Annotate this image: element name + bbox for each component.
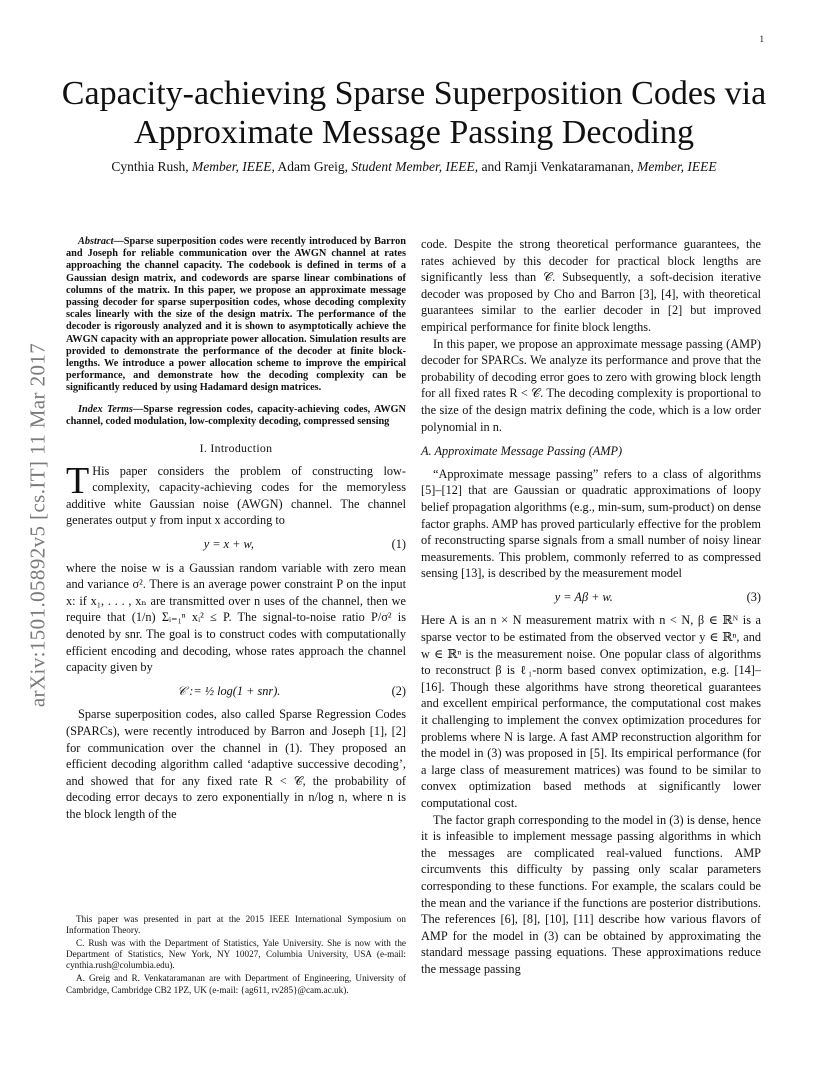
- intro-p1-text: His paper considers the problem of constructing low-complexity, capacity-achieving codes for the memoryless additive white Gaussian noise (AWGN) channel. The channel generates output y from input x according to: [66, 463, 406, 528]
- author-3-role: Member, IEEE: [637, 159, 717, 174]
- arxiv-id: arXiv:1501.05892v5 [cs.IT] 11 Mar 2017: [25, 342, 50, 708]
- equation-2-expr: 𝒞 := ½ log(1 + snr).: [177, 683, 281, 698]
- section-heading-introduction: I. Introduction: [199, 441, 273, 456]
- author-1: Cynthia Rush,: [111, 159, 189, 174]
- left-column: [66, 236, 406, 823]
- index-terms-text: —Sparse regression codes, capacity-achieving codes, AWGN channel, coded modulation, low-complexity decoding, compressed sensing: [66, 403, 406, 427]
- abstract: [66, 236, 406, 395]
- author-3: and Ramji Venkataramanan,: [481, 159, 634, 174]
- equation-1-expr: y = x + w,: [203, 537, 254, 552]
- right-paragraph-5: The factor graph corresponding to the model in (3) is dense, hence it is infeasible to implement message passing algorithms in which the messages are complicated real-valued functions. AMP circumvents this difficulty by passing only scalar parameters corresponding to these functions. For example, the scalars could be the mean and the variance if the functions are posterior distributions. The references [6], [8], [10], [11] describe how various flavors of AMP for the model in (3) can be obtained by approximating the standard message passing equations. These approximations reduce the message passing: [421, 812, 761, 976]
- equation-3-number: (3): [746, 589, 761, 604]
- footnote-2: C. Rush was with the Department of Statistics, Yale University. She is now with the Department of Statistics, New York, NY 10027, Columbia University, USA (e-mail: cynthia.rush@columbia.edu).: [66, 938, 406, 971]
- intro-paragraph-2: where the noise w is a Gaussian random variable with zero mean and variance σ². There is an average power constraint P on the input x: if x₁, . . . , xₙ are transmitted over n uses of the channel, then we require that (1/n) Σᵢ₌₁ⁿ xᵢ² ≤ P. The signal-to-noise ratio P/σ² is denoted by snr. The goal is to construct codes with computationally efficient encoding and decoding, whose rates approach the channel capacity given by: [66, 560, 406, 675]
- author-2-role: Student Member, IEEE,: [351, 159, 479, 174]
- page-number: 1: [759, 34, 764, 44]
- author-1-role: Member, IEEE,: [192, 159, 275, 174]
- equation-3-expr: y = Aβ + w.: [554, 589, 613, 604]
- title-line-2: Approximate Message Passing Decoding: [134, 114, 694, 151]
- right-paragraph-2: In this paper, we propose an approximate message passing (AMP) decoder for SPARCs. We analyze its performance and prove that the probability of decoding error goes to zero with growing block length for all fixed rates R < 𝒞. The decoding complexity is proportional to the size of the design matrix defining the code, which is a low order polynomial in n.: [421, 336, 761, 434]
- abstract-text: —Sparse superposition codes were recently introduced by Barron and Joseph for reliable communication over the AWGN channel at rates approaching the channel capacity. The codebook is defined in terms of a Gaussian design matrix, and codewords are sparse linear combinations of columns of the matrix. In this paper, we propose an approximate message passing decoder for sparse superposition codes, whose decoding complexity scales linearly with the size of the design matrix. The performance of the decoder is rigorously analyzed and it is shown to asymptotically achieve the AWGN capacity with an appropriate power allocation. Simulation results are provided to demonstrate the performance of the decoder at finite block-lengths. We introduce a power allocation scheme to improve the empirical performance, and demonstrate how the decoding complexity can be significantly reduced by using Hadamard design matrices.: [66, 236, 406, 394]
- index-terms: [66, 404, 406, 428]
- right-paragraph-3: “Approximate message passing” refers to a class of algorithms [5]–[12] that are Gaussian or quadratic approximations of loopy belief propagation algorithms (e.g., min-sum, sum-product) on dense factor graphs. AMP has proved particularly effective for the problem of reconstructing sparse signals from a small number of noisy linear measurements. This problem, commonly referred to as compressed sensing [13], is described by the measurement model: [421, 466, 761, 581]
- equation-3: [421, 589, 761, 606]
- equation-2-number: (2): [391, 683, 406, 698]
- right-paragraph-1: code. Despite the strong theoretical performance guarantees, the rates achieved by this decoder for practical block lengths are significantly less than 𝒞. Subsequently, a soft-decision iterative decoder was proposed by Cho and Barron [3], [4], with theoretical guarantees similar to the earlier decoder in [2] but improved empirical performance for finite block lengths.: [421, 237, 761, 334]
- footnote-1: This paper was presented in part at the 2015 IEEE International Symposium on Information Theory.: [66, 914, 406, 936]
- intro-paragraph-1: [66, 459, 406, 529]
- equation-2: [66, 683, 406, 700]
- footnotes: [66, 914, 406, 998]
- right-paragraph-4: Here A is an n × N measurement matrix with n < N, β ∈ ℝᴺ is a sparse vector to be estimated from the observed vector y ∈ ℝⁿ, and w ∈ ℝⁿ is the measurement noise. One popular class of algorithms to reconstruct β is ℓ₁-norm based convex optimization, e.g. [14]–[16]. Though these algorithms have strong theoretical guarantees and excellent empirical performance, the computational cost makes it challenging to implement the convex optimization procedures for problems where N is large. A fast AMP reconstruction algorithm for the model in (3) was proposed in [5]. Its empirical performance (for a large class of measurement matrices) was found to be similar to convex optimization based methods at significantly lower computational cost.: [421, 613, 761, 810]
- title-line-1: Capacity-achieving Sparse Superposition Codes via: [61, 75, 767, 112]
- footnote-3: A. Greig and R. Venkataramanan are with Department of Engineering, University of Cambridge, Cambridge CB2 1PZ, UK (e-mail: {ag611, rv285}@cam.ac.uk).: [66, 973, 406, 995]
- right-column: [421, 236, 761, 978]
- arxiv-sidebar-stamp: [18, 290, 58, 760]
- intro-paragraph-3: Sparse superposition codes, also called Sparse Regression Codes (SPARCs), were recently introduced by Barron and Joseph [1], [2] for communication over the channel in (1). They proposed an efficient decoding algorithm called ‘adaptive successive decoding’, and showed that for any fixed rate R < 𝒞, the probability of decoding error decays to zero exponentially in n/log n, where n is the block length of the: [66, 707, 406, 821]
- author-list: [60, 159, 768, 175]
- drop-cap: T: [66, 459, 90, 502]
- abstract-lead: Abstract: [78, 236, 114, 247]
- equation-1-number: (1): [391, 537, 406, 552]
- equation-1: [66, 536, 406, 553]
- index-terms-lead: Index Terms: [78, 403, 133, 415]
- subsection-heading-amp: A. Approximate Message Passing (AMP): [421, 444, 623, 459]
- author-2: Adam Greig,: [277, 159, 348, 174]
- paper-title: [60, 74, 768, 152]
